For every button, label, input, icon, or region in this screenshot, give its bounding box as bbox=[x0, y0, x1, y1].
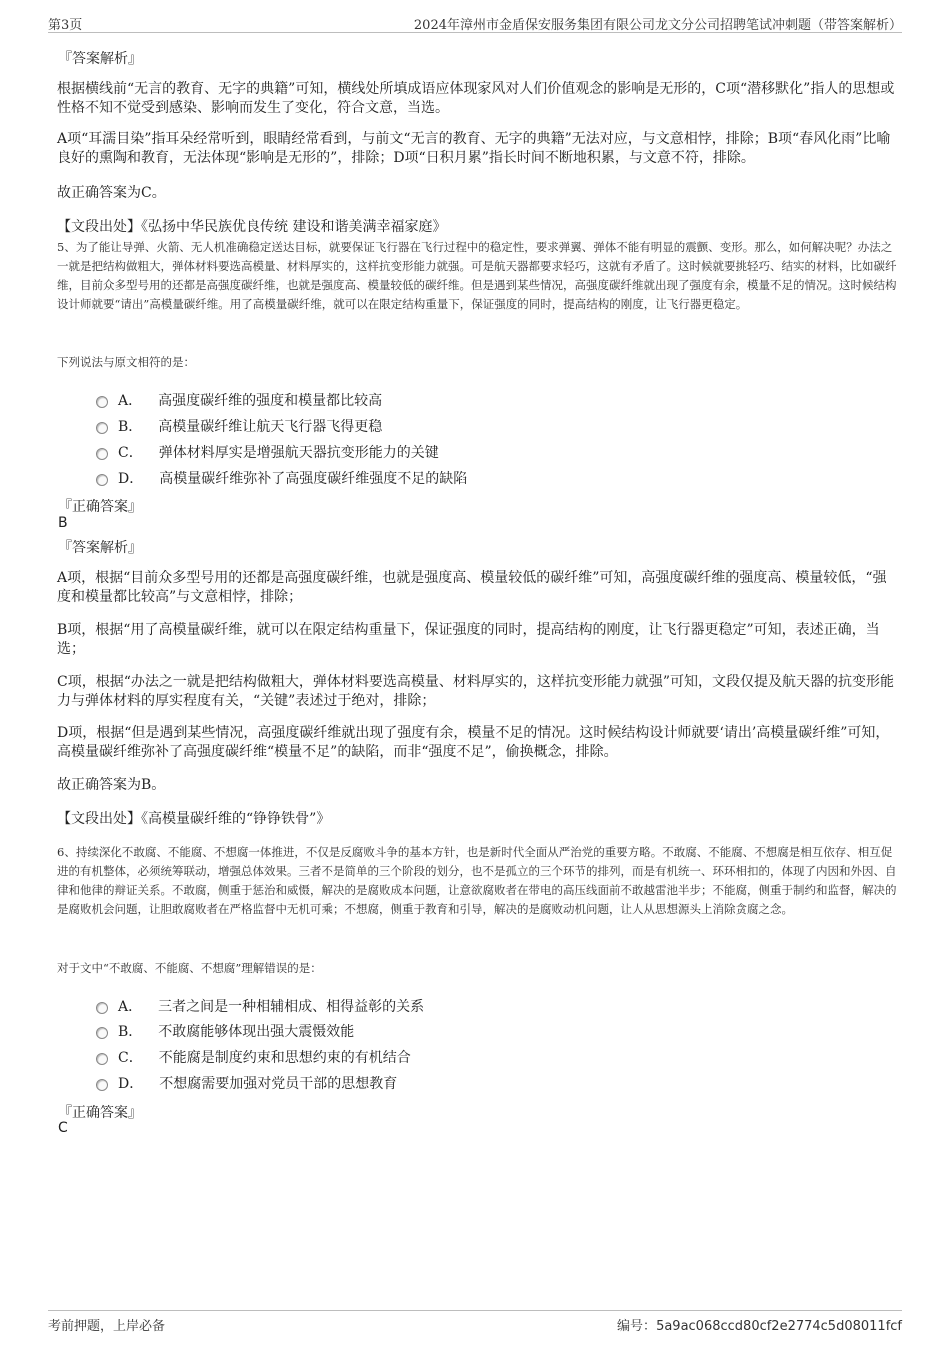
conclusion-text: 故正确答案为B。 bbox=[57, 777, 166, 793]
radio-icon[interactable] bbox=[96, 448, 108, 460]
radio-icon[interactable] bbox=[96, 1053, 108, 1065]
question-5-text: 5、为了能让导弹、火箭、无人机准确稳定送达目标，就要保证飞行器在飞行过程中的稳定性，要求弹翼、弹体不能有明显的震颤、变形。那么，如何解决呢？办法之一就是把结构做粗大，弹体材料要选高模量、材料厚实的，这样抗变形能力就强。可是航天器都要求轻巧，这就有矛盾了。这时候就要挑轻巧、结实的材料，比如碳纤维，目前众多型号用的还都是高强度碳纤维，也就是强度高、模量较低的碳纤维。但是遇到某些情况，高强度碳纤维就出现了强度有余，模量不足的情况。这时候结构设计师就要“请出”高模量碳纤维。用了高模量碳纤维，就可以在限定结构重量下，保证强度的同时，提高结构的刚度，让飞行器更稳定。 bbox=[57, 240, 897, 311]
correct-answer-label: 『正确答案』 bbox=[58, 499, 142, 515]
radio-icon[interactable] bbox=[96, 1002, 108, 1014]
analysis-paragraph: C项，根据“办法之一就是把结构做粗大，弹体材料要选高模量、材料厚实的，这样抗变形能力就强”可知，文段仅提及航天器的抗变形能力与弹体材料的厚实程度有关，“关键”表述过于绝对，排除； bbox=[57, 674, 895, 709]
question-5-option-b[interactable]: B． 高模量碳纤维让航天飞行器飞得更稳 bbox=[96, 416, 382, 436]
correct-answer-value: B bbox=[58, 515, 68, 531]
analysis-label: 『答案解析』 bbox=[58, 540, 142, 556]
page-header bbox=[48, 12, 902, 33]
radio-icon[interactable] bbox=[96, 1027, 108, 1039]
question-6-option-a[interactable]: A． 三者之间是一种相辅相成、相得益彰的关系 bbox=[96, 996, 424, 1016]
question-5-option-c[interactable]: C． 弹体材料厚实是增强航天器抗变形能力的关键 bbox=[96, 442, 439, 462]
question-5-option-d[interactable]: D． 高模量碳纤维弥补了高强度碳纤维强度不足的缺陷 bbox=[96, 468, 467, 488]
source-citation: 【文段出处】《高模量碳纤维的“铮铮铁骨”》 bbox=[57, 811, 331, 827]
source-citation: 【文段出处】《弘扬中华民族优良传统 建设和谐美满幸福家庭》 bbox=[57, 219, 447, 235]
footer-slogan: 考前押题，上岸必备 bbox=[48, 1319, 166, 1334]
option-text: 不敢腐能够体现出强大震慑效能 bbox=[158, 1024, 355, 1040]
option-text: 不能腐是制度约束和思想约束的有机结合 bbox=[158, 1050, 411, 1066]
option-text: 不想腐需要加强对党员干部的思想教育 bbox=[159, 1076, 398, 1092]
radio-icon[interactable] bbox=[96, 1079, 108, 1091]
page-footer bbox=[48, 1310, 902, 1335]
option-text: 高模量碳纤维让航天飞行器飞得更稳 bbox=[158, 419, 383, 435]
question-5-prompt: 下列说法与原文相符的是： bbox=[57, 355, 195, 369]
analysis-paragraph: A项“耳濡目染”指耳朵经常听到，眼睛经常看到，与前文“无言的教育、无字的典籍”无法对应，与文意相悖，排除；B项“春风化雨”比喻良好的熏陶和教育，无法体现“影响是无形的”，排除；D项“日积月累”指长时间不断地积累，与文意不符，排除。 bbox=[57, 131, 891, 166]
radio-icon[interactable] bbox=[96, 396, 108, 408]
question-6-option-c[interactable]: C． 不能腐是制度约束和思想约束的有机结合 bbox=[96, 1047, 411, 1067]
radio-icon[interactable] bbox=[96, 474, 108, 486]
option-text: 高强度碳纤维的强度和模量都比较高 bbox=[158, 393, 383, 409]
question-6-prompt: 对于文中“不敢腐、不能腐、不想腐”理解错误的是： bbox=[57, 961, 322, 975]
analysis-label: 『答案解析』 bbox=[58, 51, 142, 67]
question-5-option-a[interactable]: A． 高强度碳纤维的强度和模量都比较高 bbox=[96, 390, 382, 410]
question-6-option-d[interactable]: D． 不想腐需要加强对党员干部的思想教育 bbox=[96, 1073, 397, 1093]
page-number: 第3页 bbox=[48, 18, 83, 33]
document-title: 2024年漳州市金盾保安服务集团有限公司龙文分公司招聘笔试冲刺题（带答案解析） bbox=[413, 18, 902, 33]
question-6-option-b[interactable]: B． 不敢腐能够体现出强大震慑效能 bbox=[96, 1021, 354, 1041]
analysis-paragraph: D项，根据“但是遇到某些情况，高强度碳纤维就出现了强度有余，模量不足的情况。这时候结构设计师就要‘请出’高模量碳纤维”可知，高模量碳纤维弥补了高强度碳纤维“模量不足”的缺陷，而非“强度不足”，偷换概念，排除。 bbox=[57, 725, 890, 760]
correct-answer-value: C bbox=[58, 1120, 68, 1136]
document-code: 编号：5a9ac068ccd80cf2e2774c5d08011fcf bbox=[617, 1319, 902, 1334]
conclusion-text: 故正确答案为C。 bbox=[57, 185, 166, 201]
option-text: 高模量碳纤维弥补了高强度碳纤维强度不足的缺陷 bbox=[159, 471, 468, 487]
question-6-text: 6、持续深化不敢腐、不能腐、不想腐一体推进，不仅是反腐败斗争的基本方针，也是新时代全面从严治党的重要方略。不敢腐、不能腐、不想腐是相互依存、相互促进的有机整体，必须统筹联动，增强总体效果。三者不是简单的三个阶段的划分，也不是孤立的三个环节的排列，而是有机统一、环环相扣的，体现了内因和外因、自律和他律的辩证关系。不敢腐，侧重于惩治和威慑，解决的是腐败成本问题，让意欲腐败者在带电的高压线面前不敢越雷池半步；不能腐，侧重于制约和监督，解决的是腐败机会问题，让胆敢腐败者在严格监督中无机可乘；不想腐，侧重于教育和引导，解决的是腐败动机问题，让人从思想源头上消除贪腐之念。 bbox=[57, 845, 897, 916]
radio-icon[interactable] bbox=[96, 422, 108, 434]
option-text: 三者之间是一种相辅相成、相得益彰的关系 bbox=[158, 999, 425, 1015]
analysis-paragraph: B项，根据“用了高模量碳纤维，就可以在限定结构重量下，保证强度的同时，提高结构的刚度，让飞行器更稳定”可知，表述正确，当选； bbox=[57, 622, 880, 657]
option-text: 弹体材料厚实是增强航天器抗变形能力的关键 bbox=[158, 445, 439, 461]
correct-answer-label: 『正确答案』 bbox=[58, 1105, 142, 1121]
analysis-paragraph: A项，根据“目前众多型号用的还都是高强度碳纤维，也就是强度高、模量较低的碳纤维”可知，高强度碳纤维的强度高、模量较低，“强度和模量都比较高”与文意相悖，排除； bbox=[57, 570, 887, 605]
analysis-paragraph: 根据横线前“无言的教育、无字的典籍”可知，横线处所填成语应体现家风对人们价值观念的影响是无形的，C项“潜移默化”指人的思想或性格不知不觉受到感染、影响而发生了变化，符合文意，当选。 bbox=[57, 81, 895, 116]
